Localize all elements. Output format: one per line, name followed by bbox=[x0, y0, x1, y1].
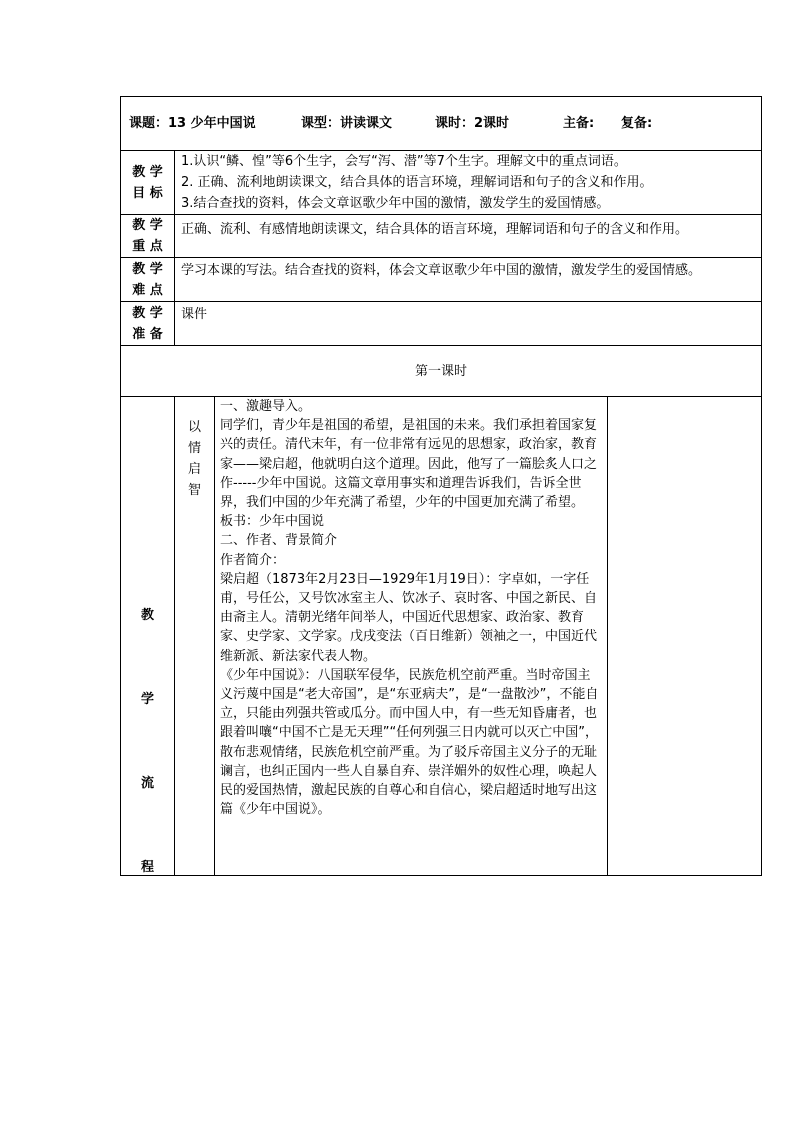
difficulties-content: 学习本课的写法。结合查找的资料，体会文章讴歌少年中国的激情，激发学生的爱国情感。 bbox=[175, 258, 762, 302]
notes-column bbox=[608, 397, 762, 876]
preparation-row bbox=[121, 302, 762, 346]
lesson-type: 课型：讲读课文 bbox=[301, 116, 393, 131]
lesson-title: 课题：13 少年中国说 bbox=[129, 116, 256, 131]
header-cell bbox=[121, 97, 762, 151]
flow-line: 《少年中国说》：八国联军侵华，民族危机空前严重。当时帝国主义污蔑中国是“老大帝国”，是“东亚病夫”，是“一盘散沙”，不能自立，只能由列强共管或瓜分。而中国人中，有一些无知昏庸者，也跟着叫嚷“中国不亡是无天理”“任何列强三日内就可以灭亡中国”，散布悲观情绪，民族危机空前严重。为了驳斥帝国主义分子的无耻谰言，也纠正国内一些人自暴自弃、崇洋媚外的奴性心理，唤起人民的爱国热情，激起民族的自尊心和自信心，梁启超适时地写出这篇《少年中国说》。 bbox=[220, 667, 599, 818]
key-points-content: 正确、流利、有感情地朗读课文，结合具体的语言环境，理解词语和句子的含义和作用。 bbox=[175, 215, 762, 258]
key-points-label: 教 学 重 点 bbox=[121, 215, 175, 258]
flow-content bbox=[215, 397, 608, 876]
lesson-hours: 课时：2课时 bbox=[435, 116, 510, 131]
main-preparer: 主备: bbox=[563, 116, 595, 131]
flow-label-char: 学 bbox=[140, 692, 154, 707]
flow-line: 梁启超（1873年2月23日—1929年1月19日）：字卓如，一字任甫，号任公，又号饮冰室主人、饮冰子、哀时客、中国之新民、自由斋主人。清朝光绪年间举人，中国近代思想家、政治家、教育家、史学家、文学家。戊戌变法（百日维新）领袖之一，中国近代维新派、新法家代表人物。 bbox=[220, 571, 598, 664]
difficulties-label: 教 学 难 点 bbox=[121, 258, 175, 302]
goal-item: 1.认识“鳞、惶”等6个生字，会写“泻、潜”等7个生字。理解文中的重点词语。 bbox=[181, 154, 627, 169]
flow-line: 作者简介： bbox=[220, 552, 286, 568]
flow-line: 二、作者、背景简介 bbox=[220, 533, 338, 549]
goal-item: 2. 正确、流利地朗读课文，结合具体的语言环境，理解词语和句子的含义和作用。 bbox=[181, 175, 653, 190]
difficulties-row bbox=[121, 258, 762, 302]
preparation-label: 教 学 准 备 bbox=[121, 302, 175, 346]
goal-item: 3.结合查找的资料，体会文章讴歌少年中国的激情，激发学生的爱国情感。 bbox=[181, 196, 610, 211]
flow-line: 板书：少年中国说 bbox=[220, 514, 325, 530]
preparation-content: 课件 bbox=[175, 302, 762, 346]
sub-label-char: 智 bbox=[187, 483, 201, 498]
period-row bbox=[121, 346, 762, 397]
period-title: 第一课时 bbox=[121, 346, 762, 397]
header-row bbox=[121, 97, 762, 151]
goals-content bbox=[175, 151, 762, 215]
key-points-row bbox=[121, 215, 762, 258]
sub-label-char: 以 bbox=[187, 420, 201, 435]
lesson-plan-table bbox=[120, 96, 762, 876]
flow-label bbox=[121, 397, 175, 876]
flow-sub-label bbox=[175, 397, 215, 876]
flow-line: 同学们，青少年是祖国的希望，是祖国的未来。我们承担着国家复兴的责任。清代末年，有一位非常有远见的思想家，政治家，教育家——梁启超，他就明白这个道理。因此，他写了一篇脍炙人口之作-----少年中国说。这篇文章用事实和道理告诉我们，告诉全世界，我们中国的少年充满了希望，少年的中国更加充满了希望。 bbox=[220, 418, 598, 511]
flow-label-char: 流 bbox=[140, 776, 154, 791]
flow-row bbox=[121, 397, 762, 876]
goals-label: 教 学 目 标 bbox=[121, 151, 175, 215]
flow-label-char: 教 bbox=[140, 608, 154, 623]
flow-line: 一、激趣导入。 bbox=[220, 399, 312, 414]
co-preparer: 复备: bbox=[621, 116, 653, 131]
sub-label-char: 情 bbox=[187, 441, 201, 456]
goals-row bbox=[121, 151, 762, 215]
sub-label-char: 启 bbox=[187, 462, 201, 477]
flow-label-char: 程 bbox=[140, 860, 154, 875]
